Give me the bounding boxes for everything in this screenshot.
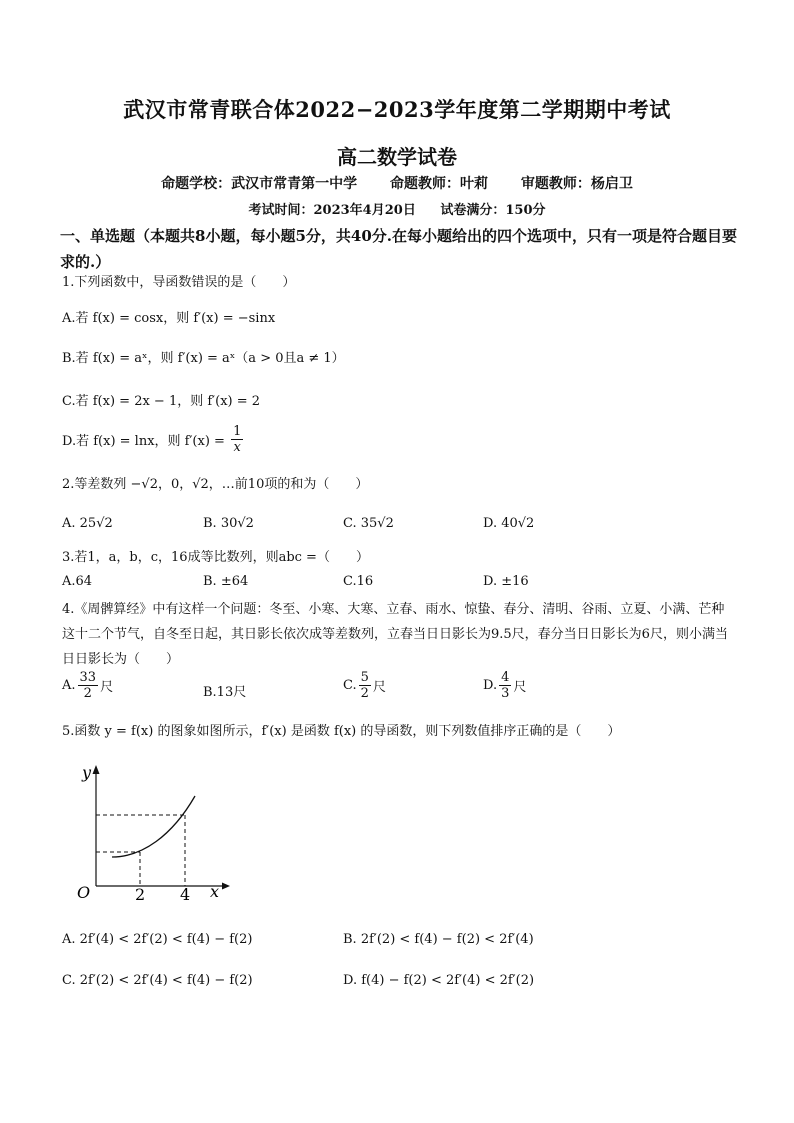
school-label: 命题学校：武汉市常青第一中学 xyxy=(161,176,358,192)
q3-option-d: D. ±16 xyxy=(483,574,529,589)
q5-option-b: B. 2f′(2) < f(4) − f(2) < 2f′(4) xyxy=(343,932,534,947)
q4-option-c xyxy=(343,670,386,701)
q4-option-a xyxy=(62,670,113,701)
full-score: 试卷满分：150分 xyxy=(440,203,546,218)
reviewer-label: 审题教师：杨启卫 xyxy=(520,176,633,192)
fraction-denominator: x xyxy=(233,440,241,455)
q1-stem: 1.下列函数中，导函数错误的是（ ） xyxy=(62,275,296,290)
q3-stem: 3.若1，a，b，c，16成等比数列，则abc =（ ） xyxy=(62,550,369,565)
q3-option-a: A.64 xyxy=(62,574,93,589)
q1-option-b: B.若 f(x) = aˣ，则 f′(x) = aˣ（a > 0且a ≠ 1） xyxy=(62,351,345,366)
q4-option-a-fraction xyxy=(78,670,99,701)
q3-option-b: B. ±64 xyxy=(203,574,249,589)
x-axis-label: x xyxy=(210,882,220,901)
x-axis-arrow xyxy=(222,883,230,890)
function-graph xyxy=(62,758,232,903)
fraction-numerator: 5 xyxy=(360,670,369,685)
q2-stem: 2.等差数列 −√2，0，√2，…前10项的和为（ ） xyxy=(62,477,369,492)
fraction-denominator: 2 xyxy=(83,686,92,701)
q5-option-c: C. 2f′(2) < 2f′(4) < f(4) − f(2) xyxy=(62,973,253,988)
q4-option-d xyxy=(483,670,526,701)
option-letter: C. xyxy=(343,678,357,693)
q5-stem: 5.函数 y = f(x) 的图象如图所示，f′(x) 是函数 f(x) 的导函数，则下列数值排序正确的是（ ） xyxy=(62,724,621,739)
option-letter: A. xyxy=(62,678,76,693)
q4-option-c-fraction xyxy=(359,670,371,701)
q5-option-d: D. f(4) − f(2) < 2f′(4) < 2f′(2) xyxy=(343,973,535,988)
unit-label: 尺 xyxy=(100,680,114,695)
q4-option-b: B.13尺 xyxy=(203,685,247,700)
exam-subtitle: 高二数学试卷 xyxy=(337,145,457,169)
q2-option-c: C. 35√2 xyxy=(343,516,394,531)
fraction-denominator: 2 xyxy=(360,686,369,701)
exam-title: 武汉市常青联合体2022−2023学年度第二学期期中考试 xyxy=(123,97,671,122)
tick-label-4: 4 xyxy=(180,885,191,903)
y-axis-label: y xyxy=(82,763,92,782)
teacher-label: 命题教师：叶莉 xyxy=(390,176,488,192)
function-curve xyxy=(112,796,195,857)
q5-option-a: A. 2f′(4) < 2f′(2) < f(4) − f(2) xyxy=(62,932,253,947)
authorship-line xyxy=(0,173,794,193)
section-heading: 一、单选题（本题共8小题，每小题5分，共40分.在每小题给出的四个选项中，只有一项是符合题目要求的.） xyxy=(60,227,737,271)
q2-option-b: B. 30√2 xyxy=(203,516,254,531)
q1-option-d-text: D.若 f(x) = lnx，则 f′(x) = xyxy=(62,434,225,449)
option-letter: D. xyxy=(483,678,498,693)
unit-label: 尺 xyxy=(513,680,527,695)
tick-label-2: 2 xyxy=(135,885,146,903)
q4-option-d-fraction xyxy=(499,670,511,701)
q1-option-d xyxy=(62,424,245,455)
exam-info-line xyxy=(0,199,794,218)
q1-option-c: C.若 f(x) = 2x − 1，则 f′(x) = 2 xyxy=(62,394,261,409)
unit-label: 尺 xyxy=(372,680,386,695)
fraction-numerator: 1 xyxy=(233,424,242,439)
fraction-numerator: 33 xyxy=(79,670,97,685)
q4-stem: 4.《周髀算经》中有这样一个问题：冬至、小寒、大寒、立春、雨水、惊蛰、春分、清明、谷雨、立夏、小满、芒种这十二个节气，自冬至日起，其日影长依次成等差数列，立春当日日影长为9.5尺，春分当日日影长为6尺，则小满当日日影长为（ ） xyxy=(62,602,728,667)
exam-time: 考试时间：2023年4月20日 xyxy=(248,203,416,218)
q2-option-a: A. 25√2 xyxy=(62,516,113,531)
q1-option-a: A.若 f(x) = cosx，则 f′(x) = −sinx xyxy=(62,311,276,326)
origin-label: O xyxy=(77,883,91,902)
fraction-numerator: 4 xyxy=(501,670,510,685)
q3-option-c: C.16 xyxy=(343,574,374,589)
q1-option-d-fraction xyxy=(231,424,243,455)
y-axis-arrow xyxy=(93,765,100,774)
q2-option-d: D. 40√2 xyxy=(483,516,535,531)
fraction-denominator: 3 xyxy=(501,686,510,701)
